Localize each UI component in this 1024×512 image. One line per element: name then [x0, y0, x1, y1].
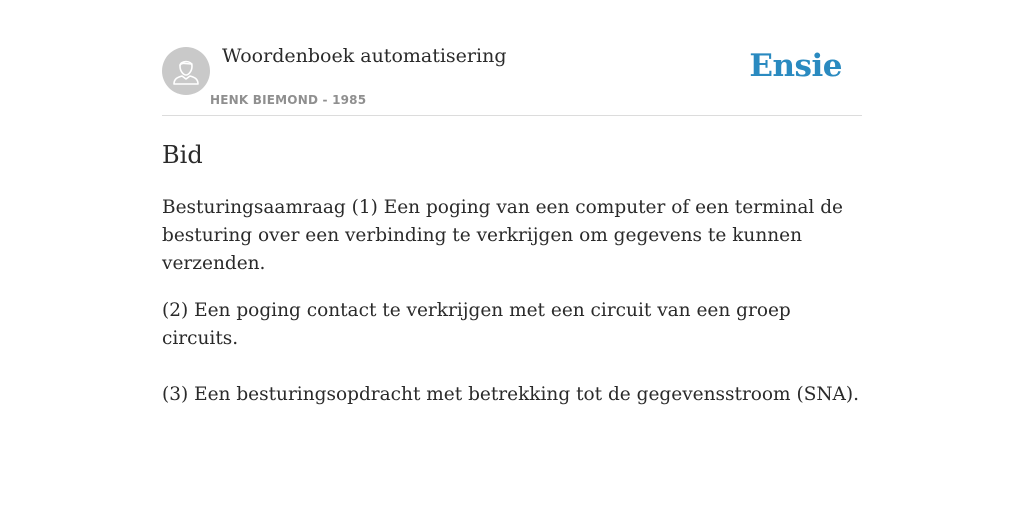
meta-separator: -	[318, 93, 333, 107]
publication-year: 1985	[332, 93, 367, 107]
entry-definition	[162, 194, 862, 409]
source-header	[162, 40, 862, 116]
source-title[interactable]: Woordenboek automatisering	[222, 45, 507, 67]
author-name[interactable]: HENK BIEMOND	[210, 93, 319, 107]
definition-paragraph: (3) Een besturingsopdracht met betrekking tot de gegevensstroom (SNA).	[162, 384, 860, 405]
user-placeholder-icon	[162, 47, 210, 95]
entry-content	[162, 138, 862, 409]
source-meta	[210, 93, 366, 107]
brand-logo[interactable]: Ensie	[749, 48, 842, 84]
avatar	[162, 47, 210, 95]
definition-paragraph: (2) Een poging contact te verkrijgen met een circuit van een groep circuits.	[162, 300, 791, 349]
definition-paragraph: Besturingsaamraag (1) Een poging van een computer of een terminal de besturing over een verbinding te verkrijgen om gegevens te kunnen verzenden.	[162, 197, 843, 274]
entry-term: Bid	[162, 141, 203, 169]
